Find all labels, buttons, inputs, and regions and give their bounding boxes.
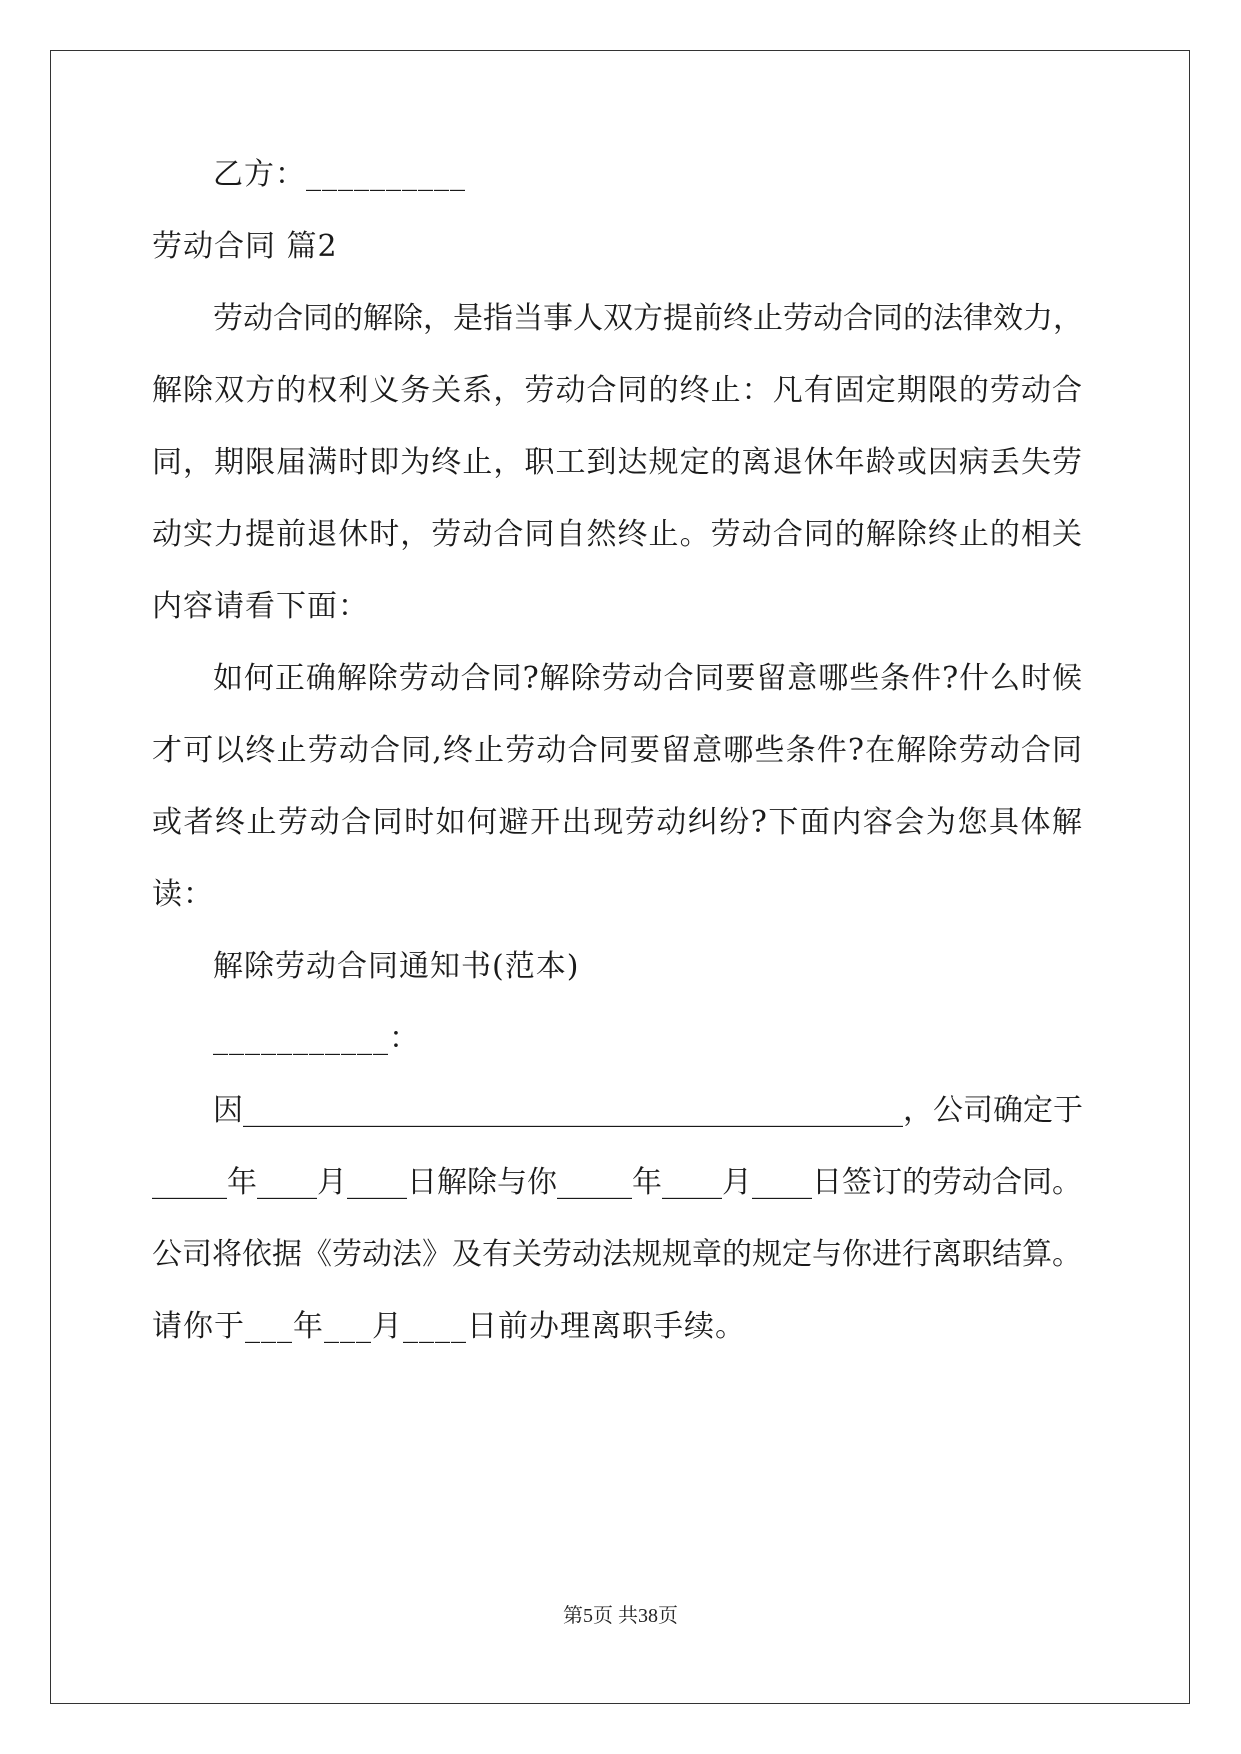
party-b-line: 乙方：__________ — [213, 157, 466, 192]
notice-body-line: 请你于___年___月____日前办理离职手续。 — [152, 1309, 746, 1344]
paragraph-line: 才可以终止劳动合同,终止劳动合同要留意哪些条件?在解除劳动合同 — [152, 733, 1082, 768]
paragraph-line: 读： — [152, 877, 214, 912]
paragraph-line: 劳动合同的解除，是指当事人双方提前终止劳动合同的法律效力， — [213, 301, 1083, 336]
paragraph-line: 或者终止劳动合同时如何避开出现劳动纠纷?下面内容会为您具体解 — [152, 805, 1082, 840]
notice-body-line: 公司将依据《劳动法》及有关劳动法规规章的规定与你进行离职结算。 — [152, 1237, 1082, 1272]
notice-title: 解除劳动合同通知书(范本) — [213, 949, 580, 984]
paragraph-line: 动实力提前退休时，劳动合同自然终止。劳动合同的解除终止的相关 — [152, 517, 1082, 552]
notice-body-line: _____年____月____日解除与你_____年____月____日签订的劳动合同。 — [152, 1165, 1082, 1200]
notice-recipient-line: ___________： — [213, 1021, 420, 1056]
paragraph-line: 如何正确解除劳动合同?解除劳动合同要留意哪些条件?什么时候 — [213, 661, 1082, 696]
paragraph-line: 解除双方的权利义务关系，劳动合同的终止：凡有固定期限的劳动合 — [152, 373, 1082, 408]
paragraph-line: 内容请看下面： — [152, 589, 369, 624]
section-heading: 劳动合同 篇2 — [152, 229, 338, 264]
notice-body-line: 因____________________________________________，公司确定于 — [213, 1093, 1083, 1128]
page-number: 第5页 共38页 — [563, 1605, 678, 1627]
paragraph-line: 同，期限届满时即为终止，职工到达规定的离退休年龄或因病丢失劳 — [152, 445, 1082, 480]
